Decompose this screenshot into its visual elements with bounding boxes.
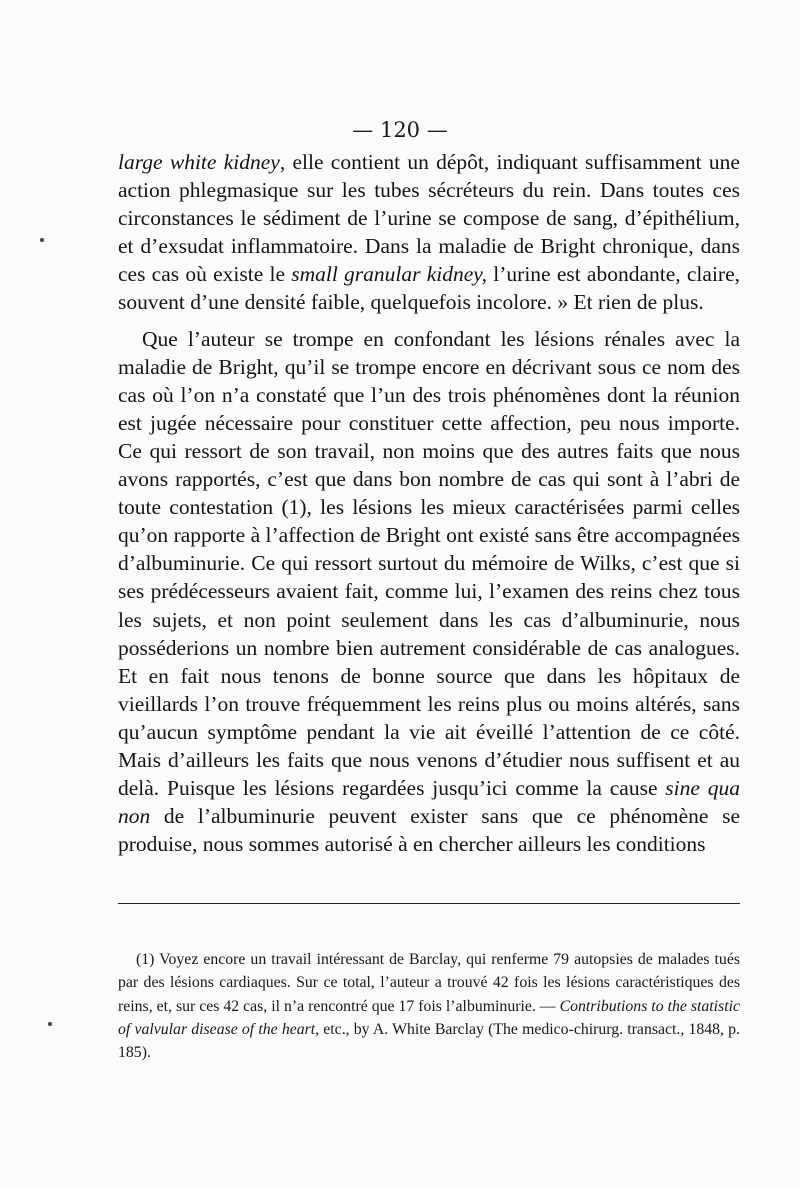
margin-speck — [40, 238, 44, 242]
main-text — [118, 148, 740, 858]
paragraph-2 — [118, 325, 740, 859]
text-segment: , elle contient un dépôt, indiquant suffisamment une action phlegmasique sur les tubes sécréteurs du rein. Dans toutes ces circonstances le sédiment de l’urine se compose de sang, d’épithélium, et d’exsudat inflammatoire. Dans la maladie de Bright chronique, dans ces cas où existe le — [118, 150, 740, 287]
text-segment: large white kidney — [118, 150, 280, 174]
footnote — [118, 948, 740, 1064]
footnote-paragraph — [118, 948, 740, 1064]
text-segment: Contributions to the statistic of valvular disease of the heart, — [118, 997, 740, 1038]
text-segment: sine qua non — [118, 776, 740, 829]
text-segment: (1) Voyez encore un travail intéressant de Barclay, qui renferme 79 autopsies de malades tués par des lésions cardiaques. Sur ce total, l’auteur a trouvé 42 fois les lésions caractéristiques des reins, et, sur ces 42 cas, il n’a rencontré que 17 fois l’albuminurie. — — [118, 951, 740, 1015]
text-segment: etc., by A. White Barclay (The medico-chirurg. transact., 1848, p. 185). — [118, 1020, 741, 1062]
text-segment: de l’albuminurie peuvent exister sans que ce phénomène se produise, nous sommes autorisé à en chercher ailleurs les conditions — [118, 804, 740, 857]
margin-speck — [48, 1022, 52, 1026]
paragraph-1 — [118, 148, 740, 317]
text-segment: small granular kidney, — [291, 262, 488, 287]
text-segment: l’urine est abondante, claire, souvent d’une densité faible, quelquefois incolore. » Et rien de plus. — [118, 262, 741, 315]
footnote-separator — [118, 903, 740, 904]
page-number: — 120 — — [352, 118, 448, 142]
text-segment: Que l’auteur se trompe en confondant les lésions rénales avec la maladie de Bright, qu’il se trompe encore en décrivant sous ce nom des cas où l’on n’a constaté que l’un des trois phénomènes dont la réunion est jugée nécessaire pour constituer cette affection, peu nous importe. Ce qui ressort de son travail, non moins que des autres faits que nous avons rapportés, c’est que dans bon nombre de cas qui sont à l’abri de toute contestation (1), les lésions les mieux caractérisées parmi celles qu’on rapporte à l’affection de Bright ont existé sans être accompagnées d’albuminurie. Ce qui ressort surtout du mémoire de Wilks, c’est que si ses prédécesseurs avaient fait, comme lui, l’examen des reins chez tous les sujets, et non point seulement dans les cas d’albuminurie, nous posséderions un nombre bien autrement considérable de cas analogues. Et en fait nous tenons de bonne source que dans les hôpitaux de vieillards l’on trouve fréquemment les reins plus ou moins altérés, sans qu’aucun symptôme pendant la vie ait éveillé l’attention de ce côté. Mais d’ailleurs les faits que nous venons d’étudier nous suffisent et au delà. Puisque les lésions regardées jusqu’ici comme la cause — [118, 326, 740, 801]
